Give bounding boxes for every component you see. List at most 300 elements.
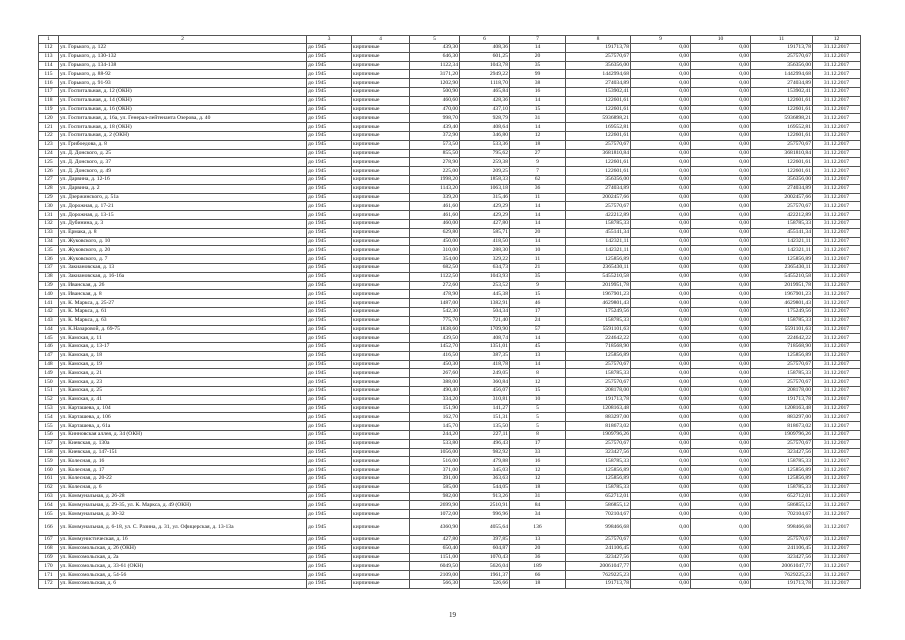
cost-total-cell: 652712,01 bbox=[566, 492, 631, 501]
cost-total-cell: 323427,56 bbox=[566, 553, 631, 562]
cost-total-cell: 7629225,23 bbox=[566, 571, 631, 580]
cost-col9-cell: 0,00 bbox=[631, 211, 691, 220]
cost-total-cell: 125856,89 bbox=[566, 466, 631, 475]
table-row bbox=[39, 272, 861, 281]
col-number: 4 bbox=[352, 36, 410, 44]
residents-cell: 14 bbox=[510, 44, 566, 53]
build-period-cell: до 1945 bbox=[307, 562, 352, 571]
table-row bbox=[39, 544, 861, 553]
cost-total-cell: 5936898,21 bbox=[566, 114, 631, 123]
table-row bbox=[39, 492, 861, 501]
cost-col11-cell: 998466,68 bbox=[751, 519, 813, 536]
total-area-cell: 1998,20 bbox=[410, 175, 460, 184]
address-cell: ул. Дорожная, д. 17-21 bbox=[59, 202, 307, 211]
cost-col9-cell: 0,00 bbox=[631, 562, 691, 571]
deadline-date-cell: 31.12.2017 bbox=[813, 149, 861, 158]
build-period-cell: до 1945 bbox=[307, 140, 352, 149]
table-row bbox=[39, 202, 861, 211]
living-area-cell: 795,62 bbox=[460, 149, 510, 158]
cost-col11-cell: 142321,11 bbox=[751, 237, 813, 246]
total-area-cell: 775,70 bbox=[410, 316, 460, 325]
residents-cell: 38 bbox=[510, 79, 566, 88]
cost-col11-cell: 191713,78 bbox=[751, 395, 813, 404]
build-period-cell: до 1945 bbox=[307, 228, 352, 237]
build-period-cell: до 1945 bbox=[307, 351, 352, 360]
total-area-cell: 490,40 bbox=[410, 387, 460, 396]
residents-cell: 14 bbox=[510, 237, 566, 246]
cost-col10-cell: 0,00 bbox=[691, 184, 751, 193]
cost-total-cell: 158785,33 bbox=[566, 457, 631, 466]
col-number: 1 bbox=[39, 36, 59, 44]
total-area-cell: 162,70 bbox=[410, 413, 460, 422]
cost-col11-cell: 702104,67 bbox=[751, 510, 813, 519]
row-number-cell: 156 bbox=[39, 431, 59, 440]
living-area-cell: 397,85 bbox=[460, 536, 510, 545]
build-period-cell: до 1945 bbox=[307, 334, 352, 343]
total-area-cell: 542,30 bbox=[410, 307, 460, 316]
wall-material-cell: кирпичные bbox=[352, 544, 410, 553]
living-area-cell: 601,25 bbox=[460, 52, 510, 61]
living-area-cell: 429,29 bbox=[460, 211, 510, 220]
row-number-cell: 124 bbox=[39, 149, 59, 158]
cost-col9-cell: 0,00 bbox=[631, 334, 691, 343]
cost-col11-cell: 122601,61 bbox=[751, 131, 813, 140]
wall-material-cell: кирпичные bbox=[352, 510, 410, 519]
row-number-cell: 137 bbox=[39, 263, 59, 272]
cost-col11-cell: 422212,89 bbox=[751, 211, 813, 220]
address-cell: ул. Камская, д. 21 bbox=[59, 369, 307, 378]
col-number: 5 bbox=[410, 36, 460, 44]
living-area-cell: 5626,04 bbox=[460, 562, 510, 571]
wall-material-cell: кирпичные bbox=[352, 501, 410, 510]
build-period-cell: до 1945 bbox=[307, 395, 352, 404]
living-area-cell: 249,05 bbox=[460, 369, 510, 378]
total-area-cell: 1143,20 bbox=[410, 184, 460, 193]
cost-col11-cell: 818673,02 bbox=[751, 422, 813, 431]
table-row bbox=[39, 360, 861, 369]
cost-col10-cell: 0,00 bbox=[691, 387, 751, 396]
deadline-date-cell: 31.12.2017 bbox=[813, 343, 861, 352]
cost-col11-cell: 257570,67 bbox=[751, 536, 813, 545]
deadline-date-cell: 31.12.2017 bbox=[813, 44, 861, 53]
cost-col10-cell: 0,00 bbox=[691, 167, 751, 176]
table-row bbox=[39, 246, 861, 255]
total-area-cell: 151,90 bbox=[410, 404, 460, 413]
residents-cell: 10 bbox=[510, 246, 566, 255]
cost-col9-cell: 0,00 bbox=[631, 466, 691, 475]
row-number-cell: 140 bbox=[39, 290, 59, 299]
address-cell: ул. Киевская, д. 130а bbox=[59, 439, 307, 448]
residents-cell: 21 bbox=[510, 263, 566, 272]
row-number-cell: 157 bbox=[39, 439, 59, 448]
total-area-cell: 516,00 bbox=[410, 457, 460, 466]
living-area-cell: 2949,22 bbox=[460, 70, 510, 79]
cost-col11-cell: 274034,89 bbox=[751, 79, 813, 88]
build-period-cell: до 1945 bbox=[307, 492, 352, 501]
total-area-cell: 1122,50 bbox=[410, 272, 460, 281]
total-area-cell: 416,50 bbox=[410, 351, 460, 360]
cost-col10-cell: 0,00 bbox=[691, 211, 751, 220]
deadline-date-cell: 31.12.2017 bbox=[813, 466, 861, 475]
address-cell: ул. Д. Донского, д. 25 bbox=[59, 149, 307, 158]
total-area-cell: 354,00 bbox=[410, 255, 460, 264]
living-area-cell: 1858,33 bbox=[460, 175, 510, 184]
total-area-cell: 1122,34 bbox=[410, 61, 460, 70]
residents-cell: 14 bbox=[510, 202, 566, 211]
cost-col10-cell: 0,00 bbox=[691, 96, 751, 105]
residents-cell: 18 bbox=[510, 483, 566, 492]
living-area-cell: 418,50 bbox=[460, 237, 510, 246]
cost-total-cell: 125856,89 bbox=[566, 351, 631, 360]
cost-col9-cell: 0,00 bbox=[631, 105, 691, 114]
residents-cell: 14 bbox=[510, 334, 566, 343]
residents-cell: 14 bbox=[510, 211, 566, 220]
wall-material-cell: кирпичные bbox=[352, 44, 410, 53]
living-area-cell: 346,80 bbox=[460, 131, 510, 140]
total-area-cell: 585,00 bbox=[410, 483, 460, 492]
cost-col10-cell: 0,00 bbox=[691, 79, 751, 88]
address-cell: ул. Колесная, д. 20-22 bbox=[59, 475, 307, 484]
total-area-cell: 6049,50 bbox=[410, 562, 460, 571]
residents-cell: 13 bbox=[510, 536, 566, 545]
deadline-date-cell: 31.12.2017 bbox=[813, 158, 861, 167]
row-number-cell: 117 bbox=[39, 87, 59, 96]
deadline-date-cell: 31.12.2017 bbox=[813, 290, 861, 299]
residents-cell: 12 bbox=[510, 131, 566, 140]
cost-col11-cell: 122601,61 bbox=[751, 105, 813, 114]
residents-cell: 18 bbox=[510, 140, 566, 149]
cost-col10-cell: 0,00 bbox=[691, 483, 751, 492]
total-area-cell: 855,50 bbox=[410, 149, 460, 158]
cost-col9-cell: 0,00 bbox=[631, 422, 691, 431]
wall-material-cell: кирпичные bbox=[352, 536, 410, 545]
build-period-cell: до 1945 bbox=[307, 149, 352, 158]
table-row bbox=[39, 395, 861, 404]
build-period-cell: до 1945 bbox=[307, 255, 352, 264]
table-row bbox=[39, 343, 861, 352]
cost-col9-cell: 0,00 bbox=[631, 44, 691, 53]
cost-col11-cell: 1208163,48 bbox=[751, 404, 813, 413]
cost-total-cell: 356356,00 bbox=[566, 175, 631, 184]
build-period-cell: до 1945 bbox=[307, 131, 352, 140]
row-number-cell: 150 bbox=[39, 378, 59, 387]
row-number-cell: 161 bbox=[39, 475, 59, 484]
build-period-cell: до 1945 bbox=[307, 290, 352, 299]
cost-col11-cell: 455141,34 bbox=[751, 228, 813, 237]
cost-col11-cell: 3681810,84 bbox=[751, 149, 813, 158]
living-area-cell: 141,27 bbox=[460, 404, 510, 413]
living-area-cell: 479,88 bbox=[460, 457, 510, 466]
total-area-cell: 1072,00 bbox=[410, 510, 460, 519]
cost-total-cell: 208178,00 bbox=[566, 387, 631, 396]
deadline-date-cell: 31.12.2017 bbox=[813, 202, 861, 211]
cost-col9-cell: 0,00 bbox=[631, 431, 691, 440]
cost-col9-cell: 0,00 bbox=[631, 483, 691, 492]
wall-material-cell: кирпичные bbox=[352, 131, 410, 140]
total-area-cell: 225,00 bbox=[410, 167, 460, 176]
deadline-date-cell: 31.12.2017 bbox=[813, 255, 861, 264]
wall-material-cell: кирпичные bbox=[352, 307, 410, 316]
wall-material-cell: кирпичные bbox=[352, 272, 410, 281]
address-cell: ул. Госпитальная, д. 14 (ОКН) bbox=[59, 96, 307, 105]
address-cell: ул. Кинновская аллея, д. 34 (ОКН) bbox=[59, 431, 307, 440]
table-row bbox=[39, 219, 861, 228]
row-number-cell: 144 bbox=[39, 325, 59, 334]
wall-material-cell: кирпичные bbox=[352, 52, 410, 61]
residents-cell: 20 bbox=[510, 544, 566, 553]
cost-col11-cell: 5455210,58 bbox=[751, 272, 813, 281]
build-period-cell: до 1945 bbox=[307, 387, 352, 396]
table-row bbox=[39, 123, 861, 132]
col-number: 11 bbox=[751, 36, 813, 44]
cost-col9-cell: 0,00 bbox=[631, 255, 691, 264]
row-number-cell: 122 bbox=[39, 131, 59, 140]
address-cell: ул. Камская, д. 13-17 bbox=[59, 343, 307, 352]
cost-col11-cell: 20061047,77 bbox=[751, 562, 813, 571]
residents-cell: 11 bbox=[510, 255, 566, 264]
residents-cell: 189 bbox=[510, 562, 566, 571]
cost-col11-cell: 257570,67 bbox=[751, 378, 813, 387]
build-period-cell: до 1945 bbox=[307, 184, 352, 193]
total-area-cell: 278,90 bbox=[410, 158, 460, 167]
address-cell: ул. Комсомольская, д. 54-56 bbox=[59, 571, 307, 580]
living-area-cell: 1070,43 bbox=[460, 553, 510, 562]
deadline-date-cell: 31.12.2017 bbox=[813, 580, 861, 589]
residents-cell: 17 bbox=[510, 307, 566, 316]
table-row bbox=[39, 211, 861, 220]
table-row bbox=[39, 131, 861, 140]
cost-col10-cell: 0,00 bbox=[691, 466, 751, 475]
address-cell: ул. Комсомольская, д. 6 bbox=[59, 580, 307, 589]
cost-col9-cell: 0,00 bbox=[631, 281, 691, 290]
wall-material-cell: кирпичные bbox=[352, 228, 410, 237]
table-row bbox=[39, 228, 861, 237]
cost-col11-cell: 274034,89 bbox=[751, 184, 813, 193]
cost-total-cell: 998466,68 bbox=[566, 519, 631, 536]
cost-col9-cell: 0,00 bbox=[631, 184, 691, 193]
total-area-cell: 4360,90 bbox=[410, 519, 460, 536]
cost-col11-cell: 224642,22 bbox=[751, 334, 813, 343]
wall-material-cell: кирпичные bbox=[352, 184, 410, 193]
wall-material-cell: кирпичные bbox=[352, 114, 410, 123]
col-number: 9 bbox=[631, 36, 691, 44]
cost-col9-cell: 0,00 bbox=[631, 501, 691, 510]
cost-col9-cell: 0,00 bbox=[631, 140, 691, 149]
cost-col9-cell: 0,00 bbox=[631, 272, 691, 281]
residents-cell: 10 bbox=[510, 395, 566, 404]
residents-cell: 57 bbox=[510, 325, 566, 334]
row-number-cell: 145 bbox=[39, 334, 59, 343]
total-area-cell: 682,50 bbox=[410, 263, 460, 272]
cost-col9-cell: 0,00 bbox=[631, 360, 691, 369]
table-row bbox=[39, 466, 861, 475]
row-number-cell: 116 bbox=[39, 79, 59, 88]
build-period-cell: до 1945 bbox=[307, 44, 352, 53]
living-area-cell: 634,73 bbox=[460, 263, 510, 272]
cost-col11-cell: 125856,89 bbox=[751, 351, 813, 360]
table-row bbox=[39, 290, 861, 299]
living-area-cell: 135,50 bbox=[460, 422, 510, 431]
build-period-cell: до 1945 bbox=[307, 87, 352, 96]
cost-col9-cell: 0,00 bbox=[631, 219, 691, 228]
table-row bbox=[39, 87, 861, 96]
residents-cell: 13 bbox=[510, 351, 566, 360]
wall-material-cell: кирпичные bbox=[352, 140, 410, 149]
wall-material-cell: кирпичные bbox=[352, 202, 410, 211]
row-number-cell: 158 bbox=[39, 448, 59, 457]
address-cell: ул. Ермака, д. 8 bbox=[59, 228, 307, 237]
deadline-date-cell: 31.12.2017 bbox=[813, 140, 861, 149]
residents-cell: 5 bbox=[510, 404, 566, 413]
build-period-cell: до 1945 bbox=[307, 123, 352, 132]
build-period-cell: до 1945 bbox=[307, 281, 352, 290]
cost-col10-cell: 0,00 bbox=[691, 571, 751, 580]
total-area-cell: 460,60 bbox=[410, 96, 460, 105]
cost-col10-cell: 0,00 bbox=[691, 457, 751, 466]
build-period-cell: до 1945 bbox=[307, 167, 352, 176]
wall-material-cell: кирпичные bbox=[352, 457, 410, 466]
cost-total-cell: 257570,67 bbox=[566, 140, 631, 149]
cost-col9-cell: 0,00 bbox=[631, 378, 691, 387]
address-cell: ул. Госпитальная, д. 16а, ул. Генерал-лейтенанта Озерова, д. 40 bbox=[59, 114, 307, 123]
address-cell: ул. Жуковского, д. 7 bbox=[59, 255, 307, 264]
cost-col11-cell: 1967901,23 bbox=[751, 290, 813, 299]
residents-cell: 36 bbox=[510, 184, 566, 193]
cost-col11-cell: 7629225,23 bbox=[751, 571, 813, 580]
cost-col11-cell: 718568,90 bbox=[751, 343, 813, 352]
wall-material-cell: кирпичные bbox=[352, 422, 410, 431]
table-row bbox=[39, 553, 861, 562]
row-number-cell: 123 bbox=[39, 140, 59, 149]
total-area-cell: 998,70 bbox=[410, 114, 460, 123]
build-period-cell: до 1945 bbox=[307, 219, 352, 228]
cost-col9-cell: 0,00 bbox=[631, 246, 691, 255]
row-number-cell: 113 bbox=[39, 52, 59, 61]
wall-material-cell: кирпичные bbox=[352, 404, 410, 413]
living-area-cell: 1961,37 bbox=[460, 571, 510, 580]
cost-col11-cell: 5936898,21 bbox=[751, 114, 813, 123]
wall-material-cell: кирпичные bbox=[352, 351, 410, 360]
cost-col9-cell: 0,00 bbox=[631, 87, 691, 96]
address-cell: ул. Иванская, д. 8 bbox=[59, 290, 307, 299]
cost-col10-cell: 0,00 bbox=[691, 272, 751, 281]
cost-total-cell: 422212,89 bbox=[566, 211, 631, 220]
living-area-cell: 465,84 bbox=[460, 87, 510, 96]
cost-col10-cell: 0,00 bbox=[691, 44, 751, 53]
cost-col11-cell: 169552,81 bbox=[751, 123, 813, 132]
cost-col10-cell: 0,00 bbox=[691, 404, 751, 413]
build-period-cell: до 1945 bbox=[307, 237, 352, 246]
row-number-cell: 134 bbox=[39, 237, 59, 246]
living-area-cell: 363,63 bbox=[460, 475, 510, 484]
residents-cell: 11 bbox=[510, 193, 566, 202]
build-period-cell: до 1945 bbox=[307, 580, 352, 589]
address-cell: ул. Карташева, д. 61а bbox=[59, 422, 307, 431]
table-row bbox=[39, 483, 861, 492]
table-row bbox=[39, 369, 861, 378]
table-row bbox=[39, 70, 861, 79]
address-cell: ул. Камская, д. 41 bbox=[59, 395, 307, 404]
deadline-date-cell: 31.12.2017 bbox=[813, 70, 861, 79]
build-period-cell: до 1945 bbox=[307, 553, 352, 562]
cost-col11-cell: 2002457,66 bbox=[751, 193, 813, 202]
build-period-cell: до 1945 bbox=[307, 431, 352, 440]
build-period-cell: до 1945 bbox=[307, 404, 352, 413]
deadline-date-cell: 31.12.2017 bbox=[813, 299, 861, 308]
address-cell: ул. К.Назаровой, д. 69-75 bbox=[59, 325, 307, 334]
cost-col10-cell: 0,00 bbox=[691, 105, 751, 114]
total-area-cell: 461,60 bbox=[410, 202, 460, 211]
build-period-cell: до 1945 bbox=[307, 378, 352, 387]
table-row bbox=[39, 562, 861, 571]
deadline-date-cell: 31.12.2017 bbox=[813, 193, 861, 202]
cost-total-cell: 224642,22 bbox=[566, 334, 631, 343]
row-number-cell: 169 bbox=[39, 553, 59, 562]
wall-material-cell: кирпичные bbox=[352, 483, 410, 492]
address-cell: ул. К. Маркса, д. 61 bbox=[59, 307, 307, 316]
cost-col11-cell: 191713,78 bbox=[751, 44, 813, 53]
residents-cell: 31 bbox=[510, 114, 566, 123]
total-area-cell: 267,60 bbox=[410, 369, 460, 378]
residents-cell: 12 bbox=[510, 475, 566, 484]
deadline-date-cell: 31.12.2017 bbox=[813, 87, 861, 96]
wall-material-cell: кирпичные bbox=[352, 571, 410, 580]
deadline-date-cell: 31.12.2017 bbox=[813, 52, 861, 61]
table-row bbox=[39, 105, 861, 114]
cost-col10-cell: 0,00 bbox=[691, 246, 751, 255]
total-area-cell: 388,00 bbox=[410, 378, 460, 387]
table-row bbox=[39, 536, 861, 545]
cost-col11-cell: 2365430,11 bbox=[751, 263, 813, 272]
living-area-cell: 585,71 bbox=[460, 228, 510, 237]
residents-cell: 15 bbox=[510, 387, 566, 396]
living-area-cell: 209,25 bbox=[460, 167, 510, 176]
cost-col11-cell: 323427,56 bbox=[751, 553, 813, 562]
cost-col11-cell: 1442994,68 bbox=[751, 70, 813, 79]
total-area-cell: 1452,70 bbox=[410, 343, 460, 352]
table-row bbox=[39, 52, 861, 61]
row-number-cell: 142 bbox=[39, 307, 59, 316]
living-area-cell: 1709,90 bbox=[460, 325, 510, 334]
residents-cell: 15 bbox=[510, 290, 566, 299]
residents-cell: 17 bbox=[510, 439, 566, 448]
living-area-cell: 504,34 bbox=[460, 307, 510, 316]
cost-total-cell: 175249,56 bbox=[566, 307, 631, 316]
residents-cell: 14 bbox=[510, 219, 566, 228]
living-area-cell: 427,80 bbox=[460, 219, 510, 228]
deadline-date-cell: 31.12.2017 bbox=[813, 307, 861, 316]
deadline-date-cell: 31.12.2017 bbox=[813, 334, 861, 343]
living-area-cell: 315,46 bbox=[460, 193, 510, 202]
address-cell: ул. Жуковского, д. 10 bbox=[59, 237, 307, 246]
cost-col11-cell: 241106,45 bbox=[751, 544, 813, 553]
cost-total-cell: 2019951,78 bbox=[566, 281, 631, 290]
living-area-cell: 408,36 bbox=[460, 44, 510, 53]
deadline-date-cell: 31.12.2017 bbox=[813, 105, 861, 114]
cost-total-cell: 718568,90 bbox=[566, 343, 631, 352]
deadline-date-cell: 31.12.2017 bbox=[813, 395, 861, 404]
build-period-cell: до 1945 bbox=[307, 202, 352, 211]
address-cell: ул. Камская, д. 11 bbox=[59, 334, 307, 343]
cost-col9-cell: 0,00 bbox=[631, 395, 691, 404]
residents-cell: 34 bbox=[510, 510, 566, 519]
deadline-date-cell: 31.12.2017 bbox=[813, 510, 861, 519]
row-number-cell: 132 bbox=[39, 219, 59, 228]
cost-col10-cell: 0,00 bbox=[691, 123, 751, 132]
build-period-cell: до 1945 bbox=[307, 448, 352, 457]
deadline-date-cell: 31.12.2017 bbox=[813, 562, 861, 571]
cost-col11-cell: 125856,89 bbox=[751, 475, 813, 484]
